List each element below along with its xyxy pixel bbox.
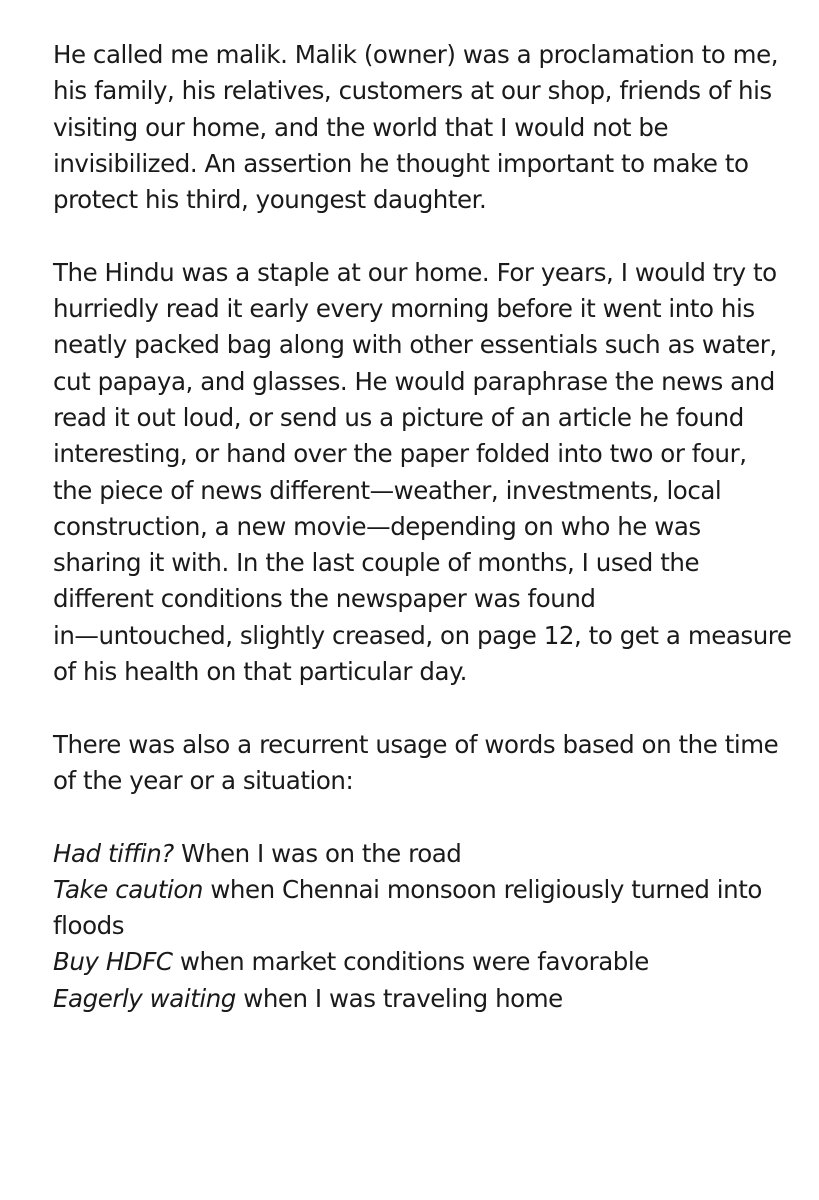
text-line: construction, a new movie—depending on who he was — [53, 511, 701, 541]
phrase-list — [53, 836, 779, 1017]
phrase-italic: Had tiffin? — [53, 838, 174, 868]
text-line: visiting our home, and the world that I would not be — [53, 112, 669, 142]
phrase-line — [53, 872, 779, 908]
text-line: The Hindu was a staple at our home. For years, I would try to — [53, 257, 777, 287]
phrase-context: when Chennai monsoon religiously turned into — [203, 874, 762, 904]
text-line: different conditions the newspaper was found — [53, 584, 596, 614]
text-line: He called me malik. Malik (owner) was a proclamation to me, — [53, 40, 779, 69]
text-line: the piece of news different—weather, investments, local — [53, 475, 722, 505]
phrase-italic: Take caution — [53, 874, 203, 904]
phrase-italic: Buy HDFC — [53, 947, 173, 977]
phrase-line — [53, 908, 779, 944]
text-line: of the year or a situation: — [53, 765, 354, 795]
text-line: invisibilized. An assertion he thought important to make to — [53, 148, 749, 178]
phrase-context: floods — [53, 911, 125, 941]
text-line: his family, his relatives, customers at our shop, friends of his — [53, 76, 772, 106]
text-line: There was also a recurrent usage of words based on the time — [53, 729, 779, 759]
text-line: interesting, or hand over the paper folded into two or four, — [53, 439, 747, 469]
text-line: in—untouched, slightly creased, on page 12, to get a measure — [53, 620, 792, 650]
text-line: hurriedly read it early every morning before it went into his — [53, 294, 755, 324]
paragraph-recurrent-words — [53, 727, 779, 800]
phrase-context: When I was on the road — [173, 838, 462, 868]
phrase-line — [53, 981, 779, 1017]
text-line: sharing it with. In the last couple of months, I used the — [53, 548, 700, 578]
paragraph-the-hindu — [53, 255, 792, 691]
paragraph-malik — [53, 37, 779, 218]
text-line: of his health on that particular day. — [53, 657, 467, 687]
text-line: cut papaya, and glasses. He would paraphrase the news and — [53, 366, 775, 396]
text-line: neatly packed bag along with other essentials such as water, — [53, 330, 777, 360]
phrase-line — [53, 836, 779, 872]
phrase-italic: Eagerly waiting — [53, 983, 236, 1013]
text-line: protect his third, youngest daughter. — [53, 185, 487, 215]
phrase-line — [53, 944, 779, 980]
phrase-context: when I was traveling home — [235, 983, 563, 1013]
phrase-context: when market conditions were favorable — [172, 947, 649, 977]
text-line: read it out loud, or send us a picture of an article he found — [53, 402, 744, 432]
